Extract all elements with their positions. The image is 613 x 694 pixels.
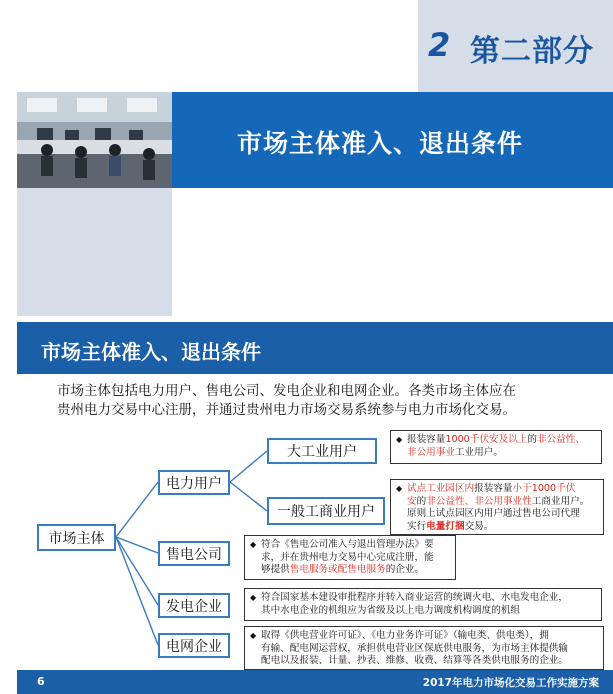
decor-block xyxy=(17,188,172,316)
note-text: 工业用户。 xyxy=(454,446,503,458)
footer-title: 2017年电力市场化交易工作实施方案 xyxy=(422,677,599,689)
note-text: 配电以及报装、计量、抄表、维修、收费、结算等各类供电服务的企业。 xyxy=(261,655,568,666)
content-slide xyxy=(17,322,613,694)
note-text: 报装容量 xyxy=(474,483,513,494)
node-grid-company: 电网企业 xyxy=(158,633,230,658)
note-text: 有输、配电网运营权，承担供电营业区保底供电服务，为市场主体提供输 xyxy=(261,642,568,654)
bullet-icon: ◆ xyxy=(250,593,257,602)
note-text: 的企业。 xyxy=(385,564,425,575)
note-large-industrial xyxy=(390,430,602,464)
bullet-icon: ◆ xyxy=(250,631,257,640)
note-highlight: 售电服务或配售电服务 xyxy=(289,564,386,575)
section-title: 第二部分 xyxy=(470,34,594,69)
node-general-commercial: 一般工商业用户 xyxy=(267,497,385,525)
section-number: 2 xyxy=(428,26,451,64)
banner-title: 市场主体准入、退出条件 xyxy=(237,129,524,158)
slide-title: 市场主体准入、退出条件 xyxy=(41,340,261,364)
note-grid-company xyxy=(244,626,604,670)
note-text: 的 xyxy=(527,434,537,445)
note-highlight: 试点工业园区内 xyxy=(407,483,475,494)
note-highlight: 1000千伏安及以上 xyxy=(445,434,528,445)
cover-slide xyxy=(0,0,613,318)
intro-line-2: 贵州电力交易中心注册，并通过贵州电力市场交易系统参与电力市场化交易。 xyxy=(57,402,516,418)
bullet-icon: ◆ xyxy=(250,540,257,549)
node-retail-company: 售电公司 xyxy=(158,541,230,566)
note-highlight: 小于1000千伏 xyxy=(512,483,576,494)
note-power-generation xyxy=(244,588,602,621)
node-power-generation: 发电企业 xyxy=(158,593,230,618)
note-text: 工商业用户。 xyxy=(531,495,590,507)
note-retail-company xyxy=(244,535,456,580)
note-text: 实行 xyxy=(407,520,427,532)
note-highlight: 非公益性、 xyxy=(536,434,585,445)
note-text: 其中水电企业的机组应为省级及以上电力调度机构调度的机组 xyxy=(261,604,521,616)
note-text: 够提供 xyxy=(261,564,290,575)
note-text: 报装容量 xyxy=(407,434,446,445)
note-text: 符合国家基本建设审批程序并转入商业运营的统调火电、水电发电企业， xyxy=(261,592,568,603)
note-highlight: 非公益性、非公用事业性 xyxy=(426,495,532,507)
page-number: 6 xyxy=(37,675,45,688)
note-text: 原则上试点园区内用户通过售电公司代理 xyxy=(407,508,580,519)
note-text: 取得《供电营业许可证》、《电力业务许可证》（输电类、供电类），拥 xyxy=(261,630,549,641)
node-market-entity: 市场主体 xyxy=(37,524,116,551)
note-text: 求，并在贵州电力交易中心完成注册，能 xyxy=(261,551,434,563)
intro-line-1: 市场主体包括电力用户、售电公司、发电企业和电网企业。各类市场主体应在 xyxy=(57,383,516,399)
note-text: 符合《售电公司准入与退出管理办法》要 xyxy=(261,539,434,550)
bullet-icon: ◆ xyxy=(396,484,403,493)
node-power-users: 电力用户 xyxy=(158,470,230,495)
note-highlight: 非公用事业 xyxy=(407,446,455,458)
node-large-industrial: 大工业用户 xyxy=(267,438,377,464)
slide-footer xyxy=(17,670,613,694)
note-general-commercial xyxy=(390,479,604,535)
note-highlight: 安 xyxy=(407,495,417,507)
note-text: 的 xyxy=(416,495,427,507)
note-text: 交易。 xyxy=(464,520,494,532)
office-photo xyxy=(17,92,172,188)
note-highlight: 电量打捆 xyxy=(426,520,465,532)
bullet-icon: ◆ xyxy=(396,435,403,444)
